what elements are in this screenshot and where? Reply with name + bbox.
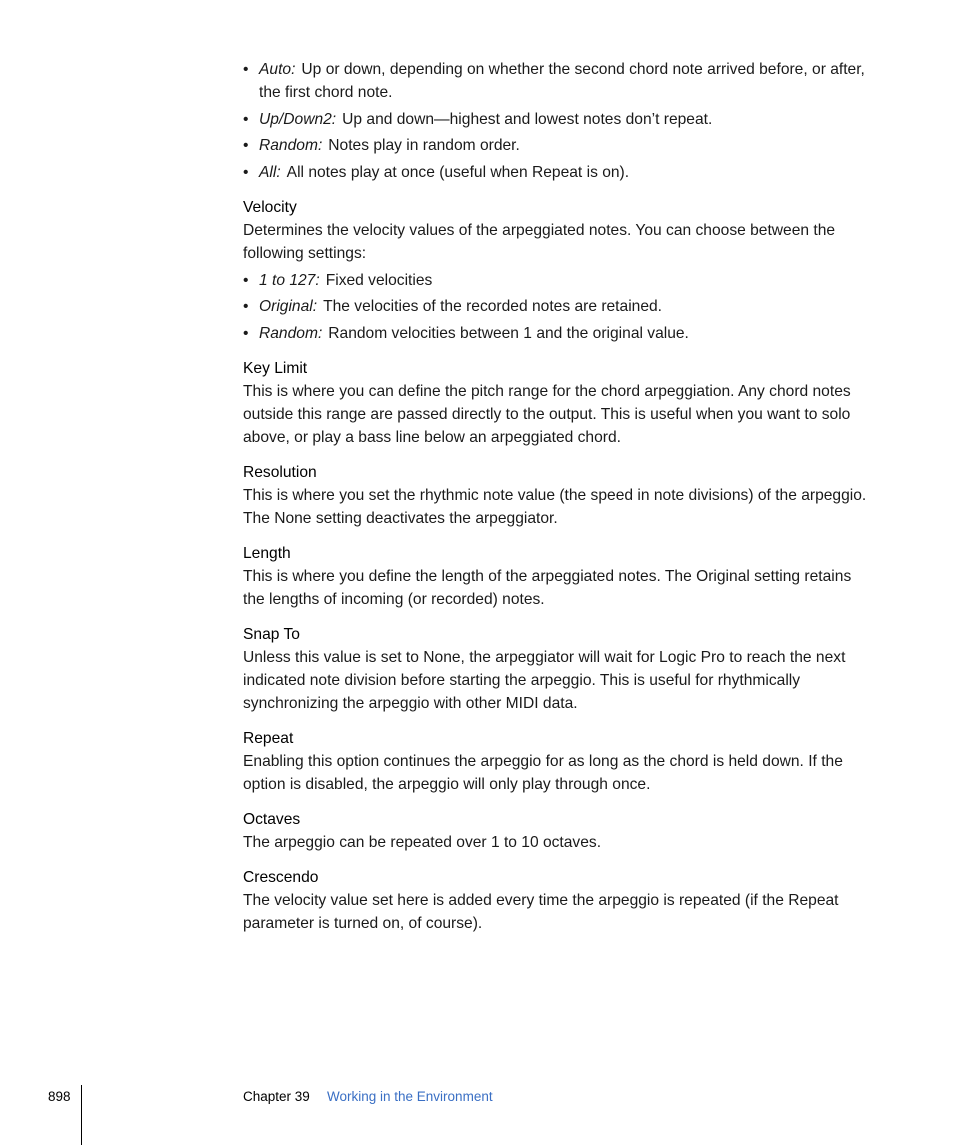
section-resolution <box>243 461 873 530</box>
option-term: Auto: <box>259 61 296 78</box>
section-velocity <box>243 196 873 345</box>
section-heading: Snap To <box>243 625 300 643</box>
section-length <box>243 542 873 611</box>
option-description: Fixed velocities <box>325 271 433 289</box>
list-item <box>243 108 873 131</box>
section-body: This is where you define the length of the arpeggiated notes. The Original setting retains the lengths of incoming (or recorded) notes. <box>243 567 852 608</box>
list-item <box>243 322 873 345</box>
page-footer <box>0 1085 954 1145</box>
section-body: This is where you set the rhythmic note value (the speed in note divisions) of the arpeggio. The None setting deactivates the arpeggiator. <box>243 486 867 527</box>
section-crescendo <box>243 866 873 935</box>
chapter-label: Chapter 39 <box>243 1089 310 1104</box>
bullet-icon: • <box>243 324 249 342</box>
option-term: All: <box>259 163 281 181</box>
section-body: Enabling this option continues the arpeggio for as long as the chord is held down. If the option is disabled, the arpeggio will only play through once. <box>243 752 843 793</box>
option-description: All notes play at once (useful when Repeat is on). <box>286 163 630 181</box>
option-term: Up/Down2: <box>259 110 337 128</box>
bullet-icon: • <box>243 271 249 289</box>
section-heading: Crescendo <box>243 868 319 886</box>
section-repeat <box>243 727 873 796</box>
option-description: The velocities of the recorded notes are retained. <box>323 298 663 315</box>
list-item <box>243 295 873 318</box>
section-body: Unless this value is set to None, the arpeggiator will wait for Logic Pro to reach the next indicated note division before starting the arpeggio. This is useful for rhythmically synchronizing the arpeggio with other MIDI data. <box>243 648 846 712</box>
option-term: Random: <box>259 324 323 342</box>
option-description: Up or down, depending on whether the second chord note arrived before, or after, the first chord note. <box>259 61 865 101</box>
page-content <box>243 58 873 935</box>
option-description: Up and down—highest and lowest notes don’t repeat. <box>342 110 713 128</box>
list-item <box>243 134 873 157</box>
bullet-icon: • <box>243 163 249 181</box>
option-term: Original: <box>259 298 318 315</box>
page-number: 898 <box>48 1089 71 1104</box>
option-description: Random velocities between 1 and the original value. <box>328 324 689 342</box>
section-octaves <box>243 808 873 854</box>
section-heading: Resolution <box>243 463 317 481</box>
option-term: 1 to 127: <box>259 271 320 289</box>
list-item <box>243 161 873 184</box>
bullet-icon: • <box>243 298 249 315</box>
list-item <box>243 58 873 104</box>
velocity-options-list <box>243 269 873 345</box>
bullet-icon: • <box>243 110 249 128</box>
section-heading: Velocity <box>243 198 297 216</box>
section-heading: Length <box>243 544 291 562</box>
section-key-limit <box>243 357 873 449</box>
bullet-icon: • <box>243 61 249 78</box>
bullet-icon: • <box>243 137 249 154</box>
section-snap-to <box>243 623 873 715</box>
section-body: This is where you can define the pitch range for the chord arpeggiation. Any chord notes outside this range are passed directly to the output. This is useful when you want to solo above, or play a bass line below an arpeggiated chord. <box>243 382 851 446</box>
section-heading: Key Limit <box>243 359 308 377</box>
section-heading: Octaves <box>243 810 301 828</box>
section-body: The velocity value set here is added every time the arpeggio is repeated (if the Repeat parameter is turned on, of course). <box>243 891 839 932</box>
section-body: Determines the velocity values of the arpeggiated notes. You can choose between the following settings: <box>243 221 836 262</box>
option-description: Notes play in random order. <box>328 137 520 154</box>
list-item <box>243 269 873 292</box>
option-term: Random: <box>259 137 323 154</box>
section-body: The arpeggio can be repeated over 1 to 10 octaves. <box>243 833 602 851</box>
chapter-title-link[interactable]: Working in the Environment <box>327 1089 493 1104</box>
section-heading: Repeat <box>243 729 294 747</box>
direction-options-list <box>243 58 873 184</box>
footer-divider <box>81 1085 82 1145</box>
